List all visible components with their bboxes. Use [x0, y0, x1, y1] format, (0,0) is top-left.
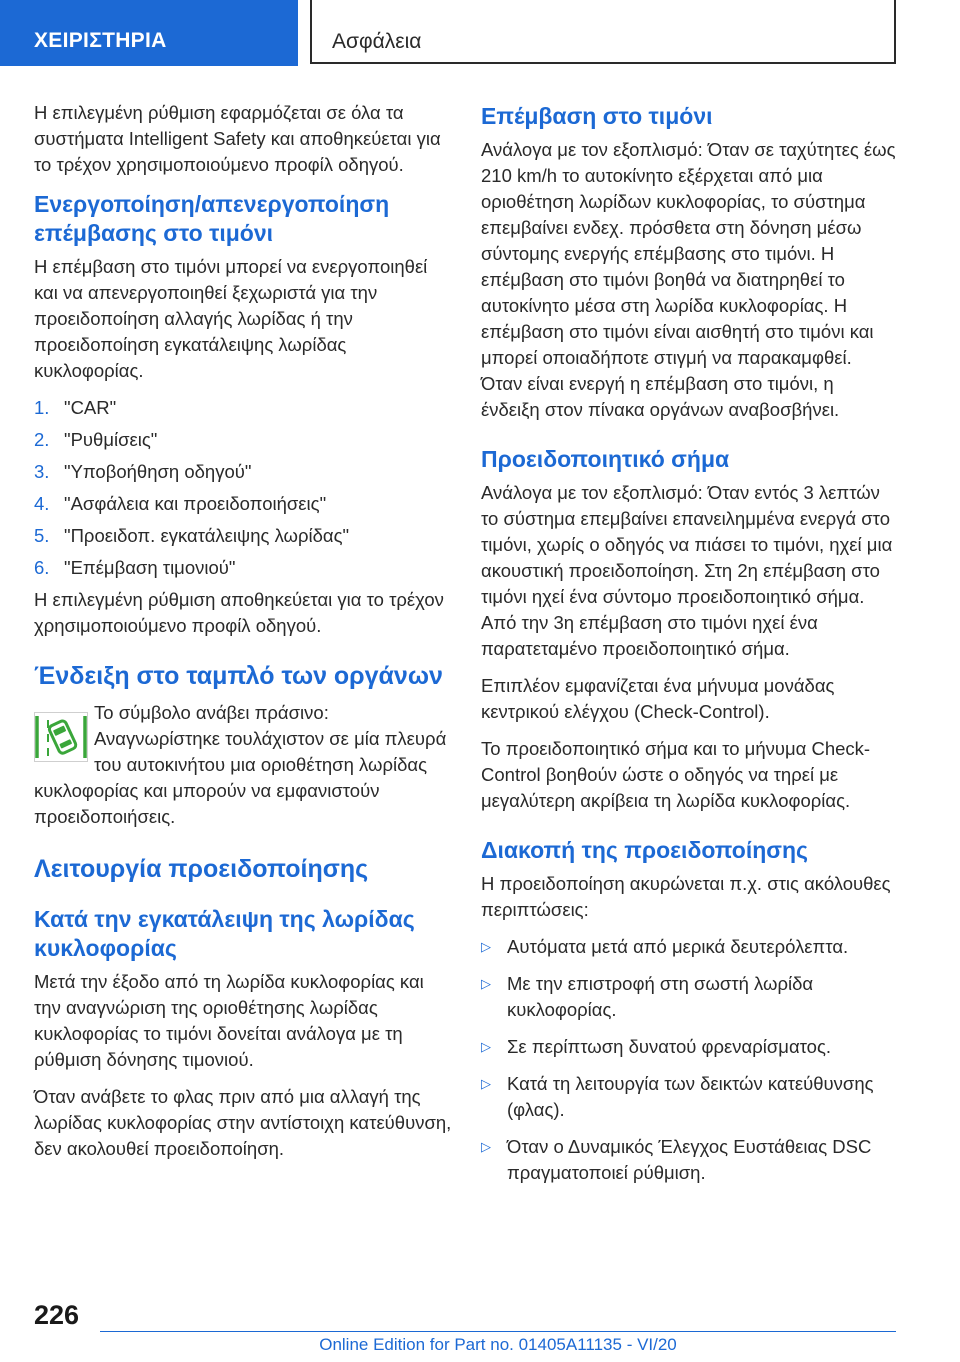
- warning-paragraph-2: Όταν ανάβετε το φλας πριν από μια αλλαγή της λωρίδας κυκλοφορίας στην αντίστοιχη κατεύθυνση, δεν ακολουθεί προειδοποίηση.: [34, 1086, 452, 1159]
- right-column: [481, 100, 896, 1197]
- bullet-text: Κατά τη λειτουργία των δεικτών κατεύθυνσης (φλας).: [507, 1073, 874, 1120]
- list-item: [481, 1134, 896, 1186]
- chapter-tab: ΧΕΙΡΙΣΤΗΡΙΑ: [0, 0, 298, 66]
- bullet-triangle-icon: ▷: [481, 976, 491, 991]
- step-text: "Υποβοήθηση οδηγού": [64, 461, 252, 482]
- step-number: 2.: [34, 429, 50, 450]
- bullet-text: Αυτόματα μετά από μερικά δευτερόλεπτα.: [507, 936, 849, 957]
- after-steps-paragraph: Η επιλεγμένη ρύθμιση αποθηκεύεται για το τρέχον χρησιμοποιούμενο προφίλ οδηγού.: [34, 589, 444, 636]
- acoustic-paragraph-1: Ανάλογα με τον εξοπλισμό: Όταν εντός 3 λεπτών το σύστημα επεμβαίνει επανειλημμένα ενεργά στο τιμόνι, χωρίς ο οδηγός να πιάσει το τιμόνι, ηχεί μια ακουστική προειδοποίηση. Στη 2η επέμβαση στο τιμόνι ηχεί ένα σύντομο προειδοποιητικό σήμα. Από την 3η επέμβαση στο τιμόνι ηχεί ένα παρατεταμένο προειδοποιητικό σήμα.: [481, 482, 893, 659]
- list-item: [481, 1034, 896, 1060]
- step-number: 6.: [34, 557, 50, 578]
- list-item: [34, 459, 454, 485]
- bullet-text: Σε περίπτωση δυνατού φρεναρίσματος.: [507, 1036, 832, 1057]
- page-number: 226: [34, 1300, 80, 1330]
- list-item: [34, 427, 454, 453]
- list-item: [34, 395, 454, 421]
- bullet-text: Όταν ο Δυναμικός Έλεγχος Ευστάθειας DSC πραγματοποιεί ρύθμιση.: [507, 1136, 872, 1183]
- warning-paragraph-1: Μετά την έξοδο από τη λωρίδα κυκλοφορίας και την αναγνώριση της οριοθέτησης λωρίδας κυκλοφορίας το τιμόνι δονείται ανάλογα με τη ρύθμιση δόνησης τιμονιού.: [34, 971, 424, 1070]
- heading-activate-steering: Ενεργοποίηση/απενεργοποίηση επέμβασης στο τιμόνι: [34, 191, 390, 246]
- heading-acoustic-warning: Προειδοποιητικό σήμα: [481, 446, 730, 472]
- step-text: "Ασφάλεια και προειδοποιήσεις": [64, 493, 327, 514]
- heading-indicator: Ένδειξη στο ταμπλό των οργάνων: [34, 662, 443, 690]
- acoustic-paragraph-3: Το προειδοποιητικό σήμα και το μήνυμα Check-Control βοηθούν ώστε ο οδηγός να τηρεί με μεγαλύτερη ακρίβεια τη λωρίδα κυκλοφορίας.: [481, 738, 871, 811]
- step-number: 1.: [34, 397, 50, 418]
- step-text: "Επέμβαση τιμονιού": [64, 557, 236, 578]
- list-item: [34, 491, 454, 517]
- bullet-text: Με την επιστροφή στη σωστή λωρίδα κυκλοφορίας.: [507, 973, 814, 1020]
- step-text: "CAR": [64, 397, 117, 418]
- bullet-triangle-icon: ▷: [481, 1039, 491, 1054]
- heading-warning-function: Λειτουργία προειδοποίησης: [34, 855, 369, 883]
- list-item: [481, 1071, 896, 1123]
- indicator-text: Το σύμβολο ανάβει πράσινο: Αναγνωρίστηκε τουλάχιστον σε μία πλευρά του αυτοκινήτου μια οριοθέτηση λωρίδας κυκλοφορίας και μπορούν να εμφανιστούν προειδοποιήσεις.: [34, 702, 447, 827]
- activate-paragraph: Η επέμβαση στο τιμόνι μπορεί να ενεργοποιηθεί και να απενεργοποιηθεί ξεχωριστά για την προειδοποίηση αλλαγής λωρίδας ή την προειδοποίηση εγκατάλειψης λωρίδας κυκλοφορίας.: [34, 256, 428, 381]
- acoustic-paragraph-2: Επιπλέον εμφανίζεται ένα μήνυμα μονάδας κεντρικού ελέγχου (Check-Control).: [481, 675, 835, 722]
- page-header: [0, 0, 960, 66]
- step-number: 5.: [34, 525, 50, 546]
- step-number: 4.: [34, 493, 50, 514]
- step-text: "Ρυθμίσεις": [64, 429, 158, 450]
- bullet-triangle-icon: ▷: [481, 1076, 491, 1091]
- steering-paragraph: Ανάλογα με τον εξοπλισμό: Όταν σε ταχύτητες έως 210 km/h το αυτοκίνητο εξέρχεται από μια οριοθέτηση λωρίδων κυκλοφορίας, το σύστημα επεμβαίνει ενδεχ. πρόσθετα στη δόνηση μέσω σύντομης ενεργής επέμβασης στο τιμόνι. Η επέμβαση στο τιμόνι βοηθά να διατηρηθεί το αυτοκίνητο μέσα στη λωρίδα κυκλοφορίας. Η επέμβαση στο τιμόνι είναι αισθητή στο τιμόνι και μπορεί οποιαδήποτε στιγμή να παρακαμφθεί. Όταν είναι ενεργή η επέμβαση στο τιμόνι, η ένδειξη στον πίνακα οργάνων αναβοσβήνει.: [481, 139, 896, 420]
- heading-leaving-lane: Κατά την εγκατάλειψη της λωρίδας κυκλοφορίας: [34, 906, 415, 961]
- lane-departure-icon: [34, 712, 88, 762]
- list-item: [34, 523, 454, 549]
- step-number: 3.: [34, 461, 50, 482]
- steps-list: [34, 395, 454, 581]
- heading-warning-suppression: Διακοπή της προειδοποίησης: [481, 837, 808, 863]
- suppression-list: [481, 934, 896, 1186]
- suppression-paragraph: Η προειδοποίηση ακυρώνεται π.χ. στις ακόλουθες περιπτώσεις:: [481, 873, 891, 920]
- list-item: [481, 971, 896, 1023]
- left-column: [34, 100, 454, 1173]
- footer-edition: Online Edition for Part no. 01405A11135 - VI/20: [319, 1335, 677, 1354]
- bullet-triangle-icon: ▷: [481, 939, 491, 954]
- indicator-paragraph: [34, 700, 454, 830]
- list-item: [481, 934, 896, 960]
- intro-paragraph: Η επιλεγμένη ρύθμιση εφαρμόζεται σε όλα τα συστήματα Intelligent Safety και αποθηκεύεται για το τρέχον χρησιμοποιούμενο προφίλ οδηγού.: [34, 102, 441, 175]
- bullet-triangle-icon: ▷: [481, 1139, 491, 1154]
- list-item: [34, 555, 454, 581]
- section-title: Ασφάλεια: [310, 0, 896, 64]
- step-text: "Προειδοπ. εγκατάλειψης λωρίδας": [64, 525, 350, 546]
- heading-steering-intervention: Επέμβαση στο τιμόνι: [481, 103, 713, 129]
